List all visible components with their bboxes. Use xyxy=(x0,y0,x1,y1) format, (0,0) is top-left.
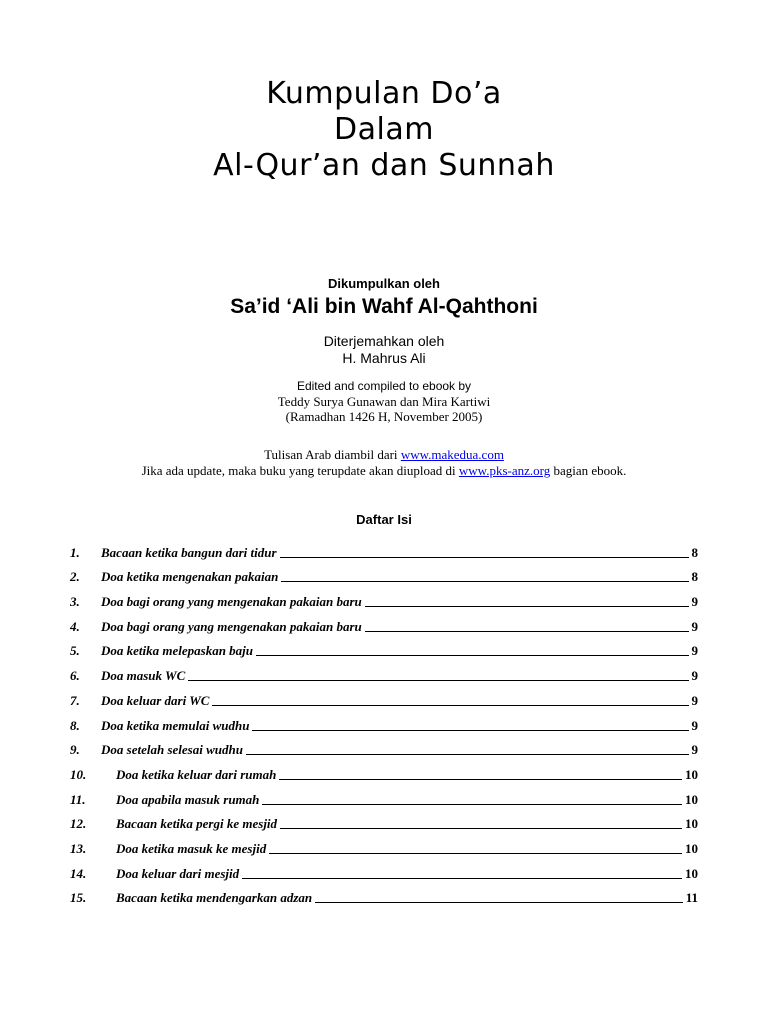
toc-entry[interactable] xyxy=(70,561,698,586)
author-name: Sa’id ‘Ali bin Wahf Al-Qahthoni xyxy=(230,295,538,318)
toc-entry-leader xyxy=(256,654,688,656)
toc-entry-number: 3. xyxy=(70,594,80,610)
toc-entry-leader xyxy=(242,877,682,879)
toc-entry-number: 1. xyxy=(70,544,80,560)
toc-entry-leader xyxy=(280,556,689,558)
toc-entry-leader xyxy=(212,704,688,706)
toc-entry-page: 9 xyxy=(691,742,698,758)
source-note-line-1 xyxy=(0,447,768,463)
toc-entry-number: 11. xyxy=(70,791,86,807)
toc-entry-label: Doa bagi orang yang mengenakan pakaian baru xyxy=(101,594,362,610)
title-line-1: Kumpulan Do’a xyxy=(266,76,502,111)
toc-entry-number: 9. xyxy=(70,742,80,758)
edited-by-label: Edited and compiled to ebook by xyxy=(296,379,472,393)
toc-entry-page: 9 xyxy=(691,692,698,708)
title-line-2: Dalam xyxy=(334,112,434,147)
toc-entry-number: 8. xyxy=(70,717,80,733)
toc-entry[interactable] xyxy=(70,536,698,561)
pks-anz-link[interactable]: www.pks-anz.org xyxy=(458,463,551,478)
toc-entry[interactable] xyxy=(70,857,698,882)
toc-entry-page: 10 xyxy=(685,791,698,807)
toc-entry-label: Doa ketika memulai wudhu xyxy=(101,717,250,733)
toc-entry-number: 4. xyxy=(70,618,80,634)
toc-entry-number: 2. xyxy=(70,569,80,585)
toc-entry-number: 13. xyxy=(70,840,87,856)
toc-entry-number: 14. xyxy=(70,865,87,881)
toc-entry[interactable] xyxy=(70,882,698,907)
toc-entry[interactable] xyxy=(70,659,698,684)
toc-entry-page: 8 xyxy=(691,544,698,560)
translated-by-label: Diterjemahkan oleh xyxy=(323,333,445,349)
toc-entry-leader xyxy=(252,729,688,731)
update-note-suffix: bagian ebook. xyxy=(550,463,627,478)
toc-entry-number: 12. xyxy=(70,816,87,832)
toc-entry-page: 9 xyxy=(691,668,698,684)
source-note-line-2 xyxy=(0,463,768,479)
credits-block xyxy=(0,276,768,424)
toc-entry[interactable] xyxy=(70,610,698,635)
toc-entry-label: Doa ketika mengenakan pakaian xyxy=(101,569,279,585)
collected-by-label: Dikumpulkan oleh xyxy=(328,276,440,291)
source-note-prefix: Tulisan Arab diambil dari xyxy=(264,447,401,462)
toc-entry-label: Doa ketika keluar dari rumah xyxy=(116,766,277,782)
toc-entry-label: Doa apabila masuk rumah xyxy=(116,791,260,807)
toc-entry-number: 7. xyxy=(70,692,80,708)
toc-entry-page: 11 xyxy=(685,890,698,906)
toc-entry-number: 6. xyxy=(70,668,80,684)
toc-entry-leader xyxy=(315,901,683,903)
editors-names: Teddy Surya Gunawan dan Mira Kartiwi xyxy=(277,394,491,409)
toc-entry-leader xyxy=(280,827,682,829)
toc-entry-page: 9 xyxy=(691,643,698,659)
toc-entry[interactable] xyxy=(70,585,698,610)
toc-entry-leader xyxy=(269,852,682,854)
title-line-3: Al-Qur’an dan Sunnah xyxy=(213,148,555,183)
toc-entry-page: 10 xyxy=(685,840,698,856)
toc-entry-page: 8 xyxy=(691,569,698,585)
makedua-link[interactable]: www.makedua.com xyxy=(400,447,504,462)
toc-entry-leader xyxy=(188,679,688,681)
edition-date: (Ramadhan 1426 H, November 2005) xyxy=(285,409,483,424)
source-note xyxy=(0,447,768,479)
document-title xyxy=(0,76,768,184)
toc-entry-page: 10 xyxy=(685,865,698,881)
toc-entry[interactable] xyxy=(70,832,698,857)
toc-entry-label: Doa setelah selesai wudhu xyxy=(101,742,243,758)
toc-entry[interactable] xyxy=(70,783,698,808)
toc-entry-label: Bacaan ketika pergi ke mesjid xyxy=(116,816,278,832)
toc-entry-label: Doa ketika masuk ke mesjid xyxy=(116,840,267,856)
toc-entry-label: Doa masuk WC xyxy=(101,668,186,684)
toc-entry[interactable] xyxy=(70,684,698,709)
toc-entry-leader xyxy=(281,580,688,582)
toc-entry-leader xyxy=(365,605,689,607)
toc-entry-label: Doa ketika melepaskan baju xyxy=(101,643,254,659)
toc-entry[interactable] xyxy=(70,758,698,783)
toc-entry-page: 9 xyxy=(691,618,698,634)
toc-entry-label: Doa bagi orang yang mengenakan pakaian baru xyxy=(101,618,362,634)
update-note-prefix: Jika ada update, maka buku yang terupdate akan diupload di xyxy=(141,463,459,478)
toc-entry-page: 9 xyxy=(691,594,698,610)
toc-entry[interactable] xyxy=(70,709,698,734)
toc-entry[interactable] xyxy=(70,635,698,660)
toc-entry[interactable] xyxy=(70,808,698,833)
toc-entry-number: 15. xyxy=(70,890,87,906)
toc-entry-leader xyxy=(279,778,682,780)
translator-name: H. Mahrus Ali xyxy=(342,350,426,366)
toc-entry[interactable] xyxy=(70,734,698,759)
toc-title: Daftar Isi xyxy=(356,512,412,527)
table-of-contents xyxy=(70,536,698,906)
toc-entry-leader xyxy=(365,630,689,632)
toc-entry-page: 9 xyxy=(691,717,698,733)
toc-entry-number: 5. xyxy=(70,643,80,659)
toc-entry-number: 10. xyxy=(70,766,87,782)
toc-entry-label: Bacaan ketika bangun dari tidur xyxy=(101,544,277,560)
toc-entry-leader xyxy=(262,803,682,805)
toc-entry-page: 10 xyxy=(685,766,698,782)
toc-entry-label: Doa keluar dari mesjid xyxy=(116,865,240,881)
toc-entry-page: 10 xyxy=(685,816,698,832)
toc-entry-leader xyxy=(246,753,689,755)
toc-entry-label: Bacaan ketika mendengarkan adzan xyxy=(116,890,313,906)
toc-entry-label: Doa keluar dari WC xyxy=(101,692,210,708)
